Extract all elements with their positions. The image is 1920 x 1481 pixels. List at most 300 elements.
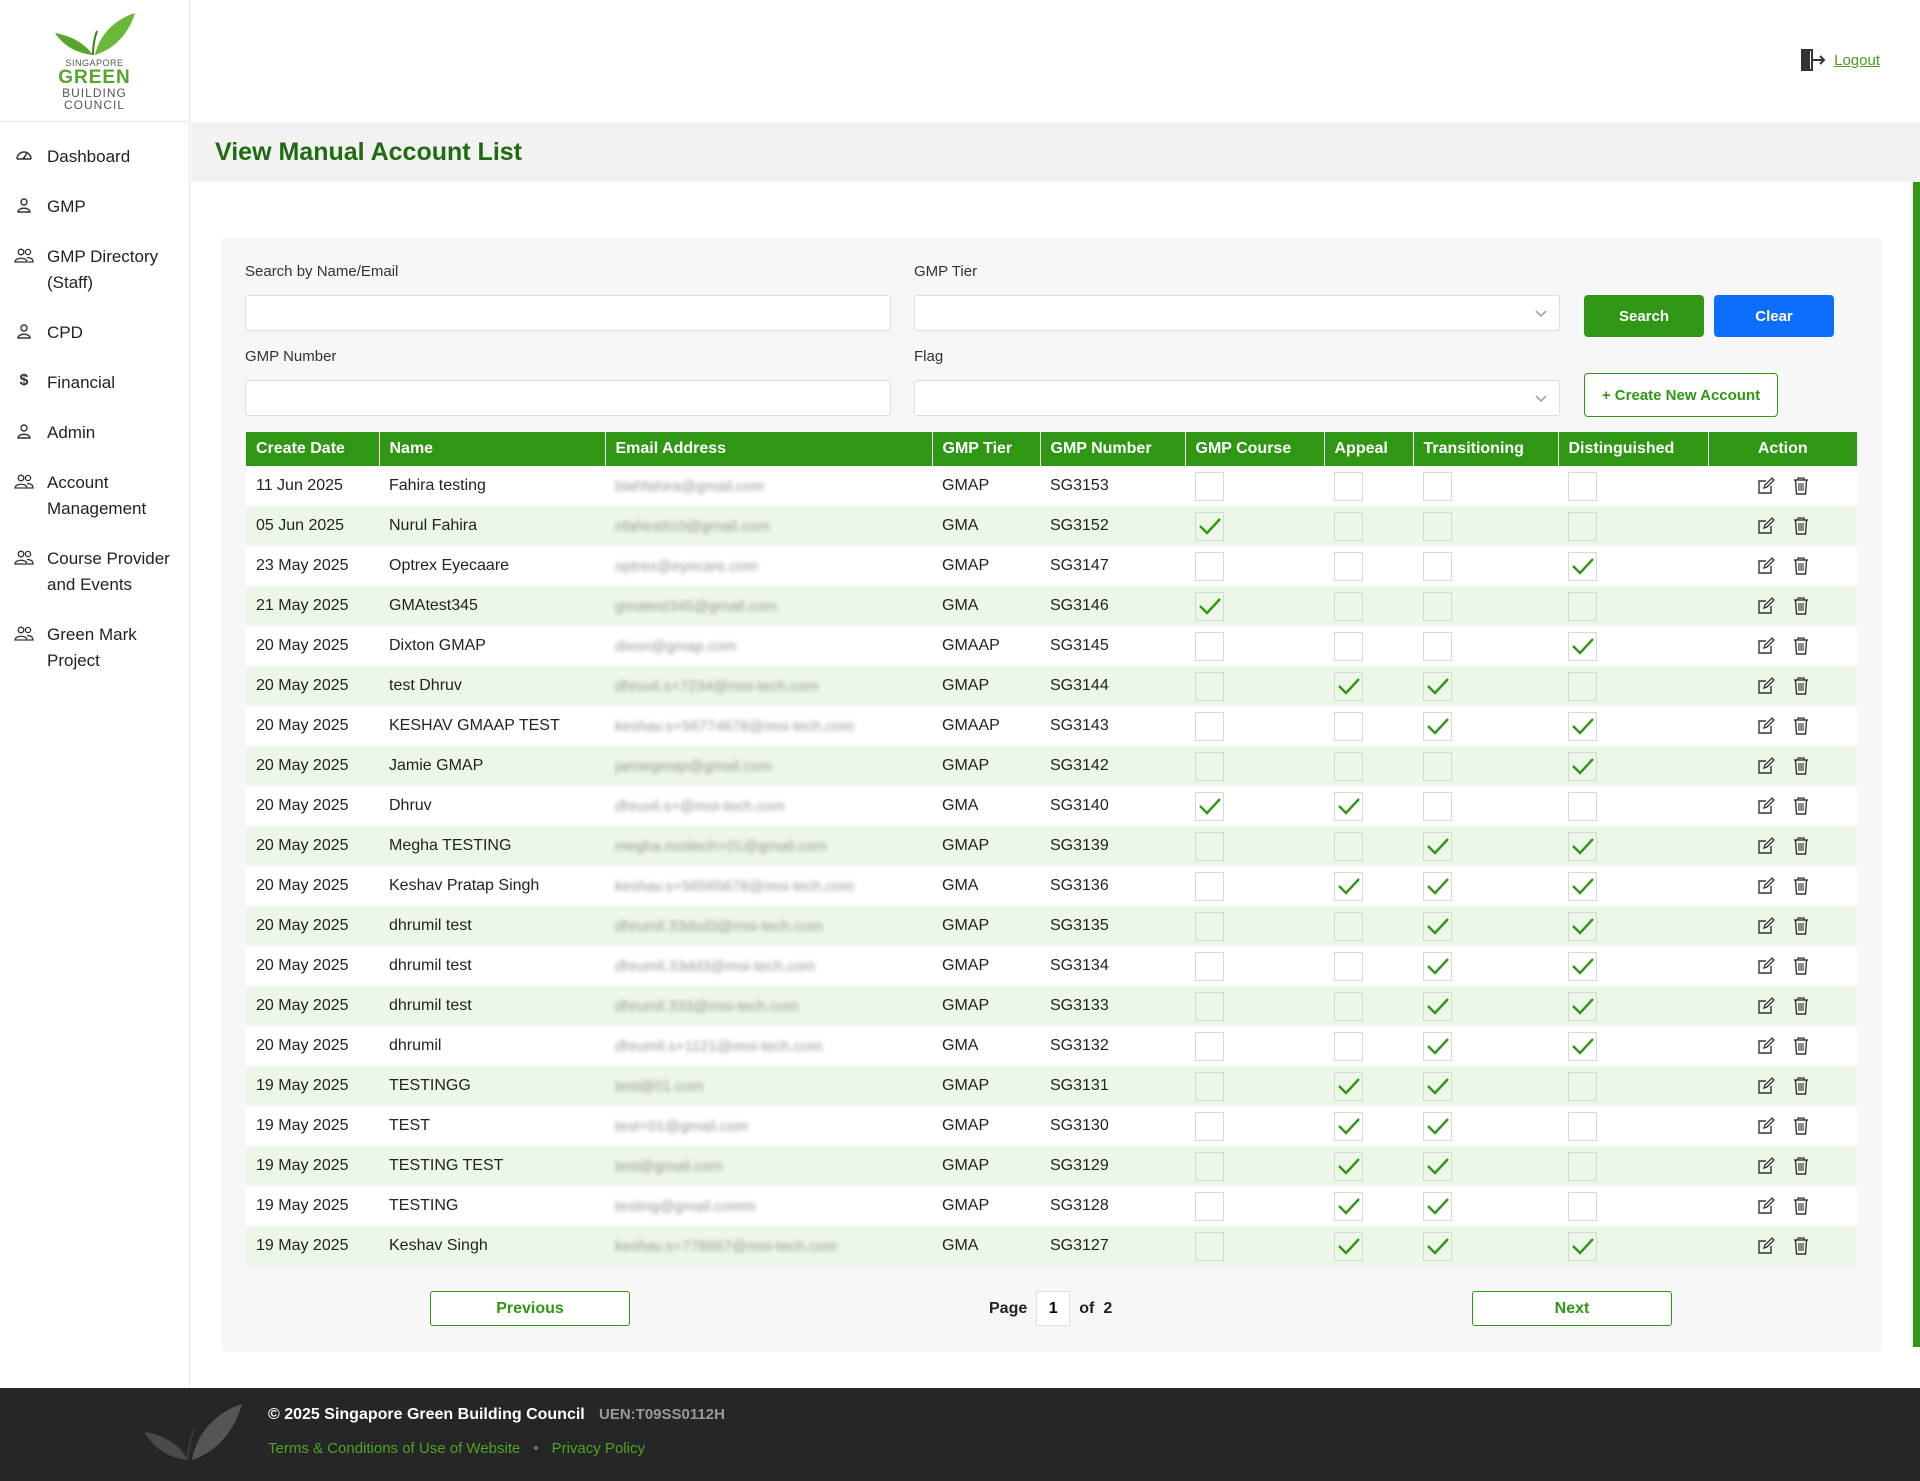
transitioning-checkbox[interactable]: [1423, 832, 1452, 861]
delete-icon[interactable]: [1792, 996, 1810, 1016]
edit-icon[interactable]: [1756, 556, 1776, 576]
appeal-checkbox[interactable]: [1334, 1192, 1363, 1221]
distinguished-checkbox[interactable]: [1568, 792, 1597, 821]
edit-icon[interactable]: [1756, 1156, 1776, 1176]
email-text: keshav.s+778667@moi-tech.com: [615, 1237, 838, 1255]
delete-icon[interactable]: [1792, 956, 1810, 976]
create-date-cell: 20 May 2025: [246, 986, 379, 1026]
appeal-cell: [1324, 786, 1413, 826]
email-cell: [605, 706, 932, 746]
appeal-checkbox[interactable]: [1334, 592, 1363, 621]
gauge-icon: [14, 145, 34, 165]
sidebar-item-label: Financial: [47, 373, 116, 392]
gmp-number-cell: SG3144: [1040, 666, 1185, 706]
edit-icon[interactable]: [1756, 1076, 1776, 1096]
email-text: dhrumil.333@moi-tech.com: [615, 997, 799, 1015]
transitioning-cell: [1413, 706, 1558, 746]
appeal-cell: [1324, 1106, 1413, 1146]
edit-icon[interactable]: [1756, 596, 1776, 616]
delete-icon[interactable]: [1792, 516, 1810, 536]
name-cell: TEST: [379, 1106, 605, 1146]
distinguished-checkbox[interactable]: [1568, 1232, 1597, 1261]
appeal-checkbox[interactable]: [1334, 912, 1363, 941]
gmp-tier-cell: GMA: [932, 1226, 1040, 1266]
search-button[interactable]: Search: [1584, 295, 1704, 337]
previous-button[interactable]: Previous: [430, 1291, 630, 1326]
transitioning-cell: [1413, 546, 1558, 586]
appeal-checkbox[interactable]: [1334, 472, 1363, 501]
appeal-checkbox[interactable]: [1334, 512, 1363, 541]
appeal-checkbox[interactable]: [1334, 952, 1363, 981]
checkmark-icon: [1426, 956, 1450, 976]
gmp-course-checkbox[interactable]: [1195, 632, 1224, 661]
edit-icon[interactable]: [1756, 1236, 1776, 1256]
delete-icon[interactable]: [1792, 1236, 1810, 1256]
checkmark-icon: [1337, 1236, 1361, 1256]
account-table: [246, 432, 1857, 1266]
edit-icon[interactable]: [1756, 716, 1776, 736]
appeal-checkbox[interactable]: [1334, 552, 1363, 581]
transitioning-checkbox[interactable]: [1423, 1032, 1452, 1061]
transitioning-cell: [1413, 466, 1558, 506]
appeal-checkbox[interactable]: [1334, 712, 1363, 741]
sidebar-item-green-mark-project[interactable]: [0, 610, 189, 686]
search-label: Search by Name/Email: [245, 263, 399, 280]
email-text: dhrumil.s+1121@moi-tech.com: [615, 1037, 823, 1055]
flag-select[interactable]: [914, 380, 1560, 416]
email-cell: [605, 746, 932, 786]
sidebar-item-financial[interactable]: [0, 358, 189, 408]
transitioning-cell: [1413, 866, 1558, 906]
edit-icon[interactable]: [1756, 1196, 1776, 1216]
gmp-course-checkbox[interactable]: [1195, 1192, 1224, 1221]
appeal-cell: [1324, 1066, 1413, 1106]
email-cell: [605, 466, 932, 506]
checkmark-icon: [1337, 796, 1361, 816]
appeal-cell: [1324, 706, 1413, 746]
table-row: [246, 666, 1857, 706]
checkmark-icon: [1571, 716, 1595, 736]
privacy-link[interactable]: Privacy Policy: [551, 1440, 645, 1457]
gmp-number-cell: SG3127: [1040, 1226, 1185, 1266]
gmp-course-cell: [1185, 1066, 1324, 1106]
checkmark-icon: [1337, 1076, 1361, 1096]
transitioning-checkbox[interactable]: [1423, 1192, 1452, 1221]
gmp-number-input[interactable]: [245, 380, 891, 416]
checkmark-icon: [1426, 1036, 1450, 1056]
name-cell: dhrumil test: [379, 946, 605, 986]
edit-icon[interactable]: [1756, 756, 1776, 776]
table-row: [246, 1106, 1857, 1146]
create-date-cell: 11 Jun 2025: [246, 466, 379, 506]
user-icon: [14, 195, 34, 215]
edit-icon[interactable]: [1756, 476, 1776, 496]
delete-icon[interactable]: [1792, 756, 1810, 776]
distinguished-checkbox[interactable]: [1568, 872, 1597, 901]
delete-icon[interactable]: [1792, 1036, 1810, 1056]
appeal-cell: [1324, 1146, 1413, 1186]
name-cell: Jamie GMAP: [379, 746, 605, 786]
distinguished-cell: [1558, 866, 1708, 906]
action-cell: [1708, 946, 1857, 986]
users-icon: [14, 245, 34, 265]
edit-icon[interactable]: [1756, 1116, 1776, 1136]
action-cell: [1708, 986, 1857, 1026]
checkmark-icon: [1571, 636, 1595, 656]
action-cell: [1708, 866, 1857, 906]
action-cell: [1708, 546, 1857, 586]
distinguished-checkbox[interactable]: [1568, 552, 1597, 581]
transitioning-checkbox[interactable]: [1423, 912, 1452, 941]
gmp-tier-cell: GMAP: [932, 906, 1040, 946]
gmp-course-checkbox[interactable]: [1195, 1152, 1224, 1181]
action-cell: [1708, 466, 1857, 506]
distinguished-cell: [1558, 1186, 1708, 1226]
delete-icon[interactable]: [1792, 716, 1810, 736]
transitioning-checkbox[interactable]: [1423, 552, 1452, 581]
transitioning-cell: [1413, 586, 1558, 626]
appeal-checkbox[interactable]: [1334, 1152, 1363, 1181]
gmp-course-checkbox[interactable]: [1195, 912, 1224, 941]
sidebar-item-label: Admin: [47, 423, 96, 442]
appeal-cell: [1324, 506, 1413, 546]
checkmark-icon: [1426, 1116, 1450, 1136]
action-cell: [1708, 1146, 1857, 1186]
transitioning-checkbox[interactable]: [1423, 592, 1452, 621]
checkmark-icon: [1426, 1156, 1450, 1176]
transitioning-checkbox[interactable]: [1423, 512, 1452, 541]
distinguished-checkbox[interactable]: [1568, 1072, 1597, 1101]
transitioning-checkbox[interactable]: [1423, 672, 1452, 701]
name-cell: TESTING: [379, 1186, 605, 1226]
table-row: [246, 746, 1857, 786]
gmp-tier-cell: GMAP: [932, 546, 1040, 586]
transitioning-cell: [1413, 666, 1558, 706]
gmp-course-checkbox[interactable]: [1195, 952, 1224, 981]
create-date-cell: 20 May 2025: [246, 866, 379, 906]
sidebar-item-admin[interactable]: [0, 408, 189, 458]
gmp-course-checkbox[interactable]: [1195, 512, 1224, 541]
gmp-course-checkbox[interactable]: [1195, 672, 1224, 701]
email-text: testing@gmail.comm: [615, 1197, 756, 1215]
gmp-course-cell: [1185, 586, 1324, 626]
edit-icon[interactable]: [1756, 636, 1776, 656]
email-cell: [605, 786, 932, 826]
transitioning-checkbox[interactable]: [1423, 712, 1452, 741]
distinguished-checkbox[interactable]: [1568, 1112, 1597, 1141]
sidebar-nav: [0, 122, 189, 686]
sidebar-item-dashboard[interactable]: [0, 132, 189, 182]
name-cell: dhrumil test: [379, 986, 605, 1026]
distinguished-cell: [1558, 1066, 1708, 1106]
gmp-course-checkbox[interactable]: [1195, 1032, 1224, 1061]
gmp-tier-cell: GMA: [932, 866, 1040, 906]
action-cell: [1708, 506, 1857, 546]
appeal-cell: [1324, 1226, 1413, 1266]
checkmark-icon: [1571, 556, 1595, 576]
distinguished-checkbox[interactable]: [1568, 472, 1597, 501]
transitioning-checkbox[interactable]: [1423, 1152, 1452, 1181]
gmp-course-checkbox[interactable]: [1195, 552, 1224, 581]
column-header-gmp-course: GMP Course: [1185, 432, 1324, 466]
checkmark-icon: [1571, 916, 1595, 936]
sidebar-item-label: Account Management: [47, 473, 147, 518]
gmp-number-cell: SG3132: [1040, 1026, 1185, 1066]
edit-icon[interactable]: [1756, 996, 1776, 1016]
name-cell: Keshav Pratap Singh: [379, 866, 605, 906]
distinguished-checkbox[interactable]: [1568, 992, 1597, 1021]
table-row: [246, 706, 1857, 746]
gmp-course-checkbox[interactable]: [1195, 1232, 1224, 1261]
action-cell: [1708, 586, 1857, 626]
gmp-course-cell: [1185, 946, 1324, 986]
logout-link[interactable]: [1800, 48, 1880, 72]
page-number-input[interactable]: [1036, 1291, 1070, 1326]
table-row: [246, 826, 1857, 866]
gmp-number-cell: SG3147: [1040, 546, 1185, 586]
transitioning-cell: [1413, 1106, 1558, 1146]
sidebar-item-account-management[interactable]: [0, 458, 189, 534]
transitioning-checkbox[interactable]: [1423, 952, 1452, 981]
terms-link[interactable]: Terms & Conditions of Use of Website: [268, 1440, 521, 1457]
delete-icon[interactable]: [1792, 636, 1810, 656]
sidebar-item-gmp-directory-staff[interactable]: [0, 232, 189, 308]
checkmark-icon: [1571, 996, 1595, 1016]
gmp-course-cell: [1185, 1146, 1324, 1186]
email-text: keshav.s+56774678@moi-tech.com: [615, 717, 854, 735]
appeal-checkbox[interactable]: [1334, 632, 1363, 661]
distinguished-cell: [1558, 986, 1708, 1026]
title-band: [191, 122, 1920, 182]
transitioning-checkbox[interactable]: [1423, 632, 1452, 661]
table-row: [246, 586, 1857, 626]
transitioning-checkbox[interactable]: [1423, 872, 1452, 901]
action-cell: [1708, 906, 1857, 946]
distinguished-checkbox[interactable]: [1568, 1032, 1597, 1061]
transitioning-checkbox[interactable]: [1423, 752, 1452, 781]
table-body: [246, 466, 1857, 1266]
search-input[interactable]: [245, 295, 891, 331]
sgbc-logo[interactable]: [0, 0, 189, 122]
delete-icon[interactable]: [1792, 1116, 1810, 1136]
transitioning-checkbox[interactable]: [1423, 992, 1452, 1021]
checkmark-icon: [1426, 916, 1450, 936]
delete-icon[interactable]: [1792, 676, 1810, 696]
appeal-checkbox[interactable]: [1334, 792, 1363, 821]
edit-icon[interactable]: [1756, 796, 1776, 816]
name-cell: KESHAV GMAAP TEST: [379, 706, 605, 746]
name-cell: Megha TESTING: [379, 826, 605, 866]
distinguished-checkbox[interactable]: [1568, 752, 1597, 781]
distinguished-cell: [1558, 706, 1708, 746]
sidebar-item-label: Dashboard: [47, 147, 131, 166]
gmp-tier-cell: GMAP: [932, 666, 1040, 706]
appeal-checkbox[interactable]: [1334, 1032, 1363, 1061]
table-row: [246, 1226, 1857, 1266]
email-text: blahfahira@gmail.com: [615, 477, 765, 495]
delete-icon[interactable]: [1792, 796, 1810, 816]
email-cell: [605, 1186, 932, 1226]
gmp-course-cell: [1185, 546, 1324, 586]
appeal-checkbox[interactable]: [1334, 752, 1363, 781]
gmp-course-cell: [1185, 986, 1324, 1026]
distinguished-checkbox[interactable]: [1568, 712, 1597, 741]
email-cell: [605, 506, 932, 546]
edit-icon[interactable]: [1756, 916, 1776, 936]
transitioning-cell: [1413, 506, 1558, 546]
gmp-number-cell: SG3128: [1040, 1186, 1185, 1226]
gmp-number-cell: SG3129: [1040, 1146, 1185, 1186]
create-date-cell: 21 May 2025: [246, 586, 379, 626]
table-row: [246, 1146, 1857, 1186]
transitioning-cell: [1413, 786, 1558, 826]
edit-icon[interactable]: [1756, 956, 1776, 976]
distinguished-checkbox[interactable]: [1568, 672, 1597, 701]
edit-icon[interactable]: [1756, 516, 1776, 536]
checkmark-icon: [1426, 1236, 1450, 1256]
gmp-course-cell: [1185, 506, 1324, 546]
transitioning-checkbox[interactable]: [1423, 1072, 1452, 1101]
delete-icon[interactable]: [1792, 556, 1810, 576]
users-icon: [14, 623, 34, 643]
column-header-gmp-tier: GMP Tier: [932, 432, 1040, 466]
checkmark-icon: [1426, 836, 1450, 856]
gmp-number-cell: SG3152: [1040, 506, 1185, 546]
distinguished-checkbox[interactable]: [1568, 832, 1597, 861]
delete-icon[interactable]: [1792, 476, 1810, 496]
email-cell: [605, 666, 932, 706]
create-new-account-button[interactable]: + Create New Account: [1584, 373, 1778, 417]
gmp-number-cell: SG3133: [1040, 986, 1185, 1026]
gmp-tier-cell: GMAAP: [932, 706, 1040, 746]
transitioning-cell: [1413, 826, 1558, 866]
distinguished-checkbox[interactable]: [1568, 592, 1597, 621]
gmp-tier-cell: GMAP: [932, 826, 1040, 866]
distinguished-checkbox[interactable]: [1568, 952, 1597, 981]
delete-icon[interactable]: [1792, 876, 1810, 896]
gmp-course-checkbox[interactable]: [1195, 752, 1224, 781]
gmp-number-cell: SG3153: [1040, 466, 1185, 506]
edit-icon[interactable]: [1756, 876, 1776, 896]
delete-icon[interactable]: [1792, 1156, 1810, 1176]
gmp-course-checkbox[interactable]: [1195, 1072, 1224, 1101]
account-list-panel: [221, 238, 1882, 1352]
sidebar-item-label: GMP Directory (Staff): [47, 247, 159, 292]
checkmark-icon: [1426, 1196, 1450, 1216]
table-row: [246, 546, 1857, 586]
gmp-course-checkbox[interactable]: [1195, 792, 1224, 821]
gmp-tier-label: GMP Tier: [914, 263, 978, 280]
appeal-checkbox[interactable]: [1334, 1112, 1363, 1141]
email-cell: [605, 1026, 932, 1066]
appeal-checkbox[interactable]: [1334, 872, 1363, 901]
clear-button[interactable]: Clear: [1714, 295, 1834, 337]
create-date-cell: 20 May 2025: [246, 946, 379, 986]
sidebar-item-course-provider-and-events[interactable]: [0, 534, 189, 610]
distinguished-checkbox[interactable]: [1568, 512, 1597, 541]
create-date-cell: 20 May 2025: [246, 826, 379, 866]
email-text: jamiegmap@gmail.com: [615, 757, 772, 775]
column-header-action: Action: [1708, 432, 1857, 466]
edit-icon[interactable]: [1756, 836, 1776, 856]
email-cell: [605, 1226, 932, 1266]
gmp-course-checkbox[interactable]: [1195, 472, 1224, 501]
gmp-course-checkbox[interactable]: [1195, 872, 1224, 901]
gmp-course-checkbox[interactable]: [1195, 1112, 1224, 1141]
edit-icon[interactable]: [1756, 676, 1776, 696]
appeal-checkbox[interactable]: [1334, 992, 1363, 1021]
user-icon: [14, 321, 34, 341]
table-row: [246, 1066, 1857, 1106]
create-date-cell: 20 May 2025: [246, 906, 379, 946]
table-row: [246, 906, 1857, 946]
appeal-checkbox[interactable]: [1334, 672, 1363, 701]
transitioning-checkbox[interactable]: [1423, 1112, 1452, 1141]
sidebar-item-cpd[interactable]: [0, 308, 189, 358]
gmp-tier-cell: GMAAP: [932, 626, 1040, 666]
appeal-checkbox[interactable]: [1334, 1232, 1363, 1261]
checkmark-icon: [1337, 1156, 1361, 1176]
gmp-course-checkbox[interactable]: [1195, 592, 1224, 621]
checkmark-icon: [1198, 596, 1222, 616]
transitioning-checkbox[interactable]: [1423, 792, 1452, 821]
distinguished-checkbox[interactable]: [1568, 1192, 1597, 1221]
gmp-course-checkbox[interactable]: [1195, 712, 1224, 741]
transitioning-checkbox[interactable]: [1423, 472, 1452, 501]
name-cell: Nurul Fahira: [379, 506, 605, 546]
transitioning-checkbox[interactable]: [1423, 1232, 1452, 1261]
distinguished-checkbox[interactable]: [1568, 1152, 1597, 1181]
flag-label: Flag: [914, 348, 944, 365]
name-cell: TESTING TEST: [379, 1146, 605, 1186]
gmp-tier-cell: GMA: [932, 506, 1040, 546]
table-header-row: [246, 432, 1857, 466]
table-row: [246, 986, 1857, 1026]
email-text: dhrumil.33dd3@moi-tech.com: [615, 957, 816, 975]
gmp-course-checkbox[interactable]: [1195, 992, 1224, 1021]
appeal-cell: [1324, 1026, 1413, 1066]
distinguished-checkbox[interactable]: [1568, 912, 1597, 941]
edit-icon[interactable]: [1756, 1036, 1776, 1056]
table-header: [246, 432, 1857, 466]
distinguished-checkbox[interactable]: [1568, 632, 1597, 661]
distinguished-cell: [1558, 1106, 1708, 1146]
chevron-down-icon: [1533, 390, 1549, 406]
gmp-tier-select[interactable]: [914, 295, 1560, 331]
create-date-cell: 20 May 2025: [246, 1026, 379, 1066]
gmp-course-cell: [1185, 866, 1324, 906]
table-row: [246, 626, 1857, 666]
delete-icon[interactable]: [1792, 836, 1810, 856]
sidebar-item-gmp[interactable]: [0, 182, 189, 232]
next-button[interactable]: Next: [1472, 1291, 1672, 1326]
footer-uen: UEN:T09SS0112H: [599, 1406, 725, 1423]
delete-icon[interactable]: [1792, 1076, 1810, 1096]
logo-text: [58, 59, 131, 111]
gmp-tier-cell: GMAP: [932, 1146, 1040, 1186]
distinguished-cell: [1558, 666, 1708, 706]
appeal-checkbox[interactable]: [1334, 1072, 1363, 1101]
delete-icon[interactable]: [1792, 916, 1810, 936]
checkmark-icon: [1426, 876, 1450, 896]
gmp-course-checkbox[interactable]: [1195, 832, 1224, 861]
checkmark-icon: [1198, 516, 1222, 536]
name-cell: Optrex Eyecaare: [379, 546, 605, 586]
appeal-checkbox[interactable]: [1334, 832, 1363, 861]
delete-icon[interactable]: [1792, 1196, 1810, 1216]
gmp-number-cell: SG3140: [1040, 786, 1185, 826]
delete-icon[interactable]: [1792, 596, 1810, 616]
